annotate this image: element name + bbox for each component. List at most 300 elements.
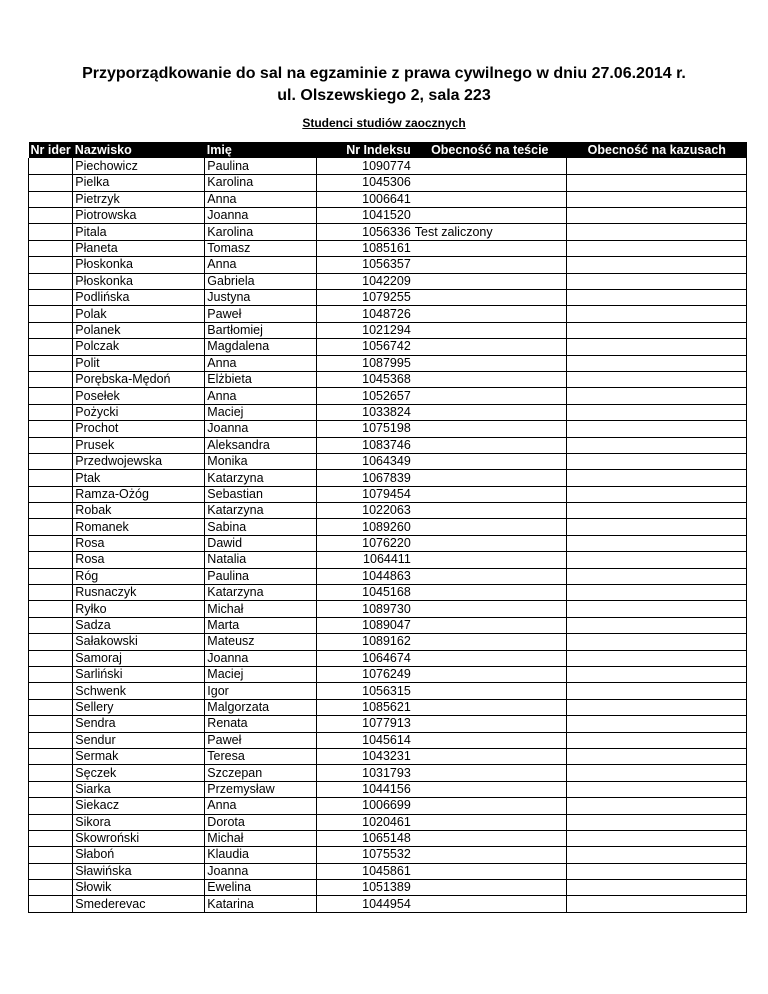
cell-test <box>413 765 567 781</box>
cell-index: 1043231 <box>317 748 413 764</box>
cell-case <box>567 765 747 781</box>
cell-index: 1020461 <box>317 814 413 830</box>
table-row <box>29 503 747 519</box>
cell-index: 1056315 <box>317 683 413 699</box>
cell-test <box>413 453 567 469</box>
cell-case <box>567 175 747 191</box>
cell-id <box>29 470 73 486</box>
cell-index: 1051389 <box>317 880 413 896</box>
cell-index: 1045614 <box>317 732 413 748</box>
table-row <box>29 404 747 420</box>
table-body <box>29 158 747 912</box>
cell-case <box>567 421 747 437</box>
cell-index: 1045306 <box>317 175 413 191</box>
cell-case <box>567 880 747 896</box>
table-row <box>29 683 747 699</box>
cell-index: 1056357 <box>317 257 413 273</box>
cell-index: 1065148 <box>317 830 413 846</box>
cell-id <box>29 634 73 650</box>
table-row <box>29 371 747 387</box>
cell-name: Renata <box>205 716 317 732</box>
cell-case <box>567 847 747 863</box>
cell-id <box>29 240 73 256</box>
cell-id <box>29 437 73 453</box>
cell-surname: Robak <box>73 503 205 519</box>
table-row <box>29 716 747 732</box>
cell-surname: Polak <box>73 306 205 322</box>
cell-case <box>567 224 747 240</box>
cell-test <box>413 617 567 633</box>
cell-test <box>413 683 567 699</box>
cell-id <box>29 732 73 748</box>
cell-case <box>567 371 747 387</box>
cell-name: Maciej <box>205 667 317 683</box>
students-table <box>28 142 747 913</box>
cell-surname: Prochot <box>73 421 205 437</box>
cell-index: 1076220 <box>317 535 413 551</box>
cell-surname: Sendur <box>73 732 205 748</box>
cell-index: 1085161 <box>317 240 413 256</box>
document-location: ul. Olszewskiego 2, sala 223 <box>277 87 491 104</box>
cell-case <box>567 437 747 453</box>
cell-test <box>413 568 567 584</box>
cell-surname: Sadza <box>73 617 205 633</box>
cell-test <box>413 814 567 830</box>
cell-index: 1064674 <box>317 650 413 666</box>
cell-name: Igor <box>205 683 317 699</box>
cell-index: 1044863 <box>317 568 413 584</box>
cell-name: Katarzyna <box>205 585 317 601</box>
table-row <box>29 158 747 174</box>
cell-id <box>29 290 73 306</box>
cell-case <box>567 716 747 732</box>
table-row <box>29 355 747 371</box>
cell-id <box>29 568 73 584</box>
cell-id <box>29 208 73 224</box>
cell-name: Joanna <box>205 208 317 224</box>
cell-id <box>29 388 73 404</box>
table-row <box>29 732 747 748</box>
cell-test <box>413 240 567 256</box>
table-row <box>29 240 747 256</box>
table-row <box>29 437 747 453</box>
table-row <box>29 814 747 830</box>
cell-name: Ewelina <box>205 880 317 896</box>
cell-index: 1041520 <box>317 208 413 224</box>
cell-surname: Samoraj <box>73 650 205 666</box>
cell-id <box>29 896 73 912</box>
header-test-attendance: Obecność na teście <box>413 142 567 158</box>
cell-case <box>567 781 747 797</box>
cell-index: 1064411 <box>317 552 413 568</box>
cell-index: 1089260 <box>317 519 413 535</box>
cell-surname: Sendra <box>73 716 205 732</box>
cell-id <box>29 371 73 387</box>
cell-test <box>413 322 567 338</box>
cell-id <box>29 683 73 699</box>
cell-surname: Słowik <box>73 880 205 896</box>
cell-test <box>413 257 567 273</box>
cell-index: 1085621 <box>317 699 413 715</box>
cell-name: Joanna <box>205 863 317 879</box>
cell-case <box>567 355 747 371</box>
table-row <box>29 765 747 781</box>
cell-id <box>29 503 73 519</box>
table-row <box>29 339 747 355</box>
cell-test <box>413 404 567 420</box>
cell-id <box>29 617 73 633</box>
cell-index: 1087995 <box>317 355 413 371</box>
cell-id <box>29 552 73 568</box>
cell-index: 1048726 <box>317 306 413 322</box>
cell-surname: Płoskonka <box>73 273 205 289</box>
cell-case <box>567 634 747 650</box>
cell-name: Paulina <box>205 568 317 584</box>
cell-case <box>567 601 747 617</box>
cell-surname: Pietrzyk <box>73 191 205 207</box>
cell-name: Anna <box>205 257 317 273</box>
cell-index: 1064349 <box>317 453 413 469</box>
cell-id <box>29 257 73 273</box>
cell-surname: Przedwojewska <box>73 453 205 469</box>
table-row <box>29 601 747 617</box>
table-row <box>29 880 747 896</box>
cell-case <box>567 486 747 502</box>
cell-id <box>29 339 73 355</box>
cell-surname: Schwenk <box>73 683 205 699</box>
cell-test <box>413 355 567 371</box>
cell-case <box>567 798 747 814</box>
cell-index: 1006641 <box>317 191 413 207</box>
cell-name: Sabina <box>205 519 317 535</box>
cell-surname: Podlińska <box>73 290 205 306</box>
cell-case <box>567 208 747 224</box>
cell-surname: Ryłko <box>73 601 205 617</box>
cell-test <box>413 208 567 224</box>
cell-name: Bartłomiej <box>205 322 317 338</box>
cell-name: Anna <box>205 388 317 404</box>
cell-test <box>413 847 567 863</box>
header-case-attendance: Obecność na kazusach <box>567 142 747 158</box>
table-header-row <box>29 142 747 158</box>
cell-surname: Pożycki <box>73 404 205 420</box>
cell-test <box>413 863 567 879</box>
cell-id <box>29 175 73 191</box>
cell-case <box>567 863 747 879</box>
cell-index: 1076249 <box>317 667 413 683</box>
table-row <box>29 388 747 404</box>
table-row <box>29 552 747 568</box>
cell-test <box>413 421 567 437</box>
cell-id <box>29 158 73 174</box>
cell-case <box>567 585 747 601</box>
document-subtitle: Studenci studiów zaocznych <box>302 116 466 130</box>
cell-name: Magdalena <box>205 339 317 355</box>
cell-surname: Płaneta <box>73 240 205 256</box>
cell-id <box>29 847 73 863</box>
table-row <box>29 568 747 584</box>
cell-test <box>413 748 567 764</box>
cell-name: Przemysław <box>205 781 317 797</box>
table-row <box>29 847 747 863</box>
cell-case <box>567 273 747 289</box>
cell-case <box>567 699 747 715</box>
cell-surname: Sławińska <box>73 863 205 879</box>
cell-index: 1044156 <box>317 781 413 797</box>
cell-name: Tomasz <box>205 240 317 256</box>
cell-case <box>567 650 747 666</box>
cell-index: 1021294 <box>317 322 413 338</box>
cell-test <box>413 191 567 207</box>
cell-surname: Sęczek <box>73 765 205 781</box>
cell-index: 1056336 <box>317 224 413 240</box>
cell-case <box>567 535 747 551</box>
cell-name: Dorota <box>205 814 317 830</box>
table-row <box>29 470 747 486</box>
table-row <box>29 667 747 683</box>
cell-surname: Skowroński <box>73 830 205 846</box>
table-row <box>29 896 747 912</box>
cell-case <box>567 896 747 912</box>
cell-name: Natalia <box>205 552 317 568</box>
cell-surname: Ptak <box>73 470 205 486</box>
cell-index: 1075532 <box>317 847 413 863</box>
cell-id <box>29 863 73 879</box>
cell-test <box>413 339 567 355</box>
table-row <box>29 290 747 306</box>
table-row <box>29 421 747 437</box>
table-row <box>29 175 747 191</box>
table-row <box>29 781 747 797</box>
cell-id <box>29 699 73 715</box>
cell-test <box>413 535 567 551</box>
cell-test <box>413 175 567 191</box>
header-name: Imię <box>205 142 317 158</box>
cell-name: Maciej <box>205 404 317 420</box>
cell-name: Michał <box>205 601 317 617</box>
cell-name: Gabriela <box>205 273 317 289</box>
cell-index: 1042209 <box>317 273 413 289</box>
cell-case <box>567 667 747 683</box>
cell-name: Justyna <box>205 290 317 306</box>
cell-name: Marta <box>205 617 317 633</box>
cell-test <box>413 716 567 732</box>
cell-id <box>29 421 73 437</box>
cell-case <box>567 617 747 633</box>
table-row <box>29 224 747 240</box>
cell-surname: Posełek <box>73 388 205 404</box>
table-row <box>29 306 747 322</box>
cell-surname: Ramza-Ożóg <box>73 486 205 502</box>
cell-surname: Piechowicz <box>73 158 205 174</box>
cell-test <box>413 585 567 601</box>
cell-id <box>29 535 73 551</box>
table-row <box>29 257 747 273</box>
cell-name: Malgorzata <box>205 699 317 715</box>
cell-test <box>413 699 567 715</box>
cell-index: 1083746 <box>317 437 413 453</box>
cell-surname: Siarka <box>73 781 205 797</box>
cell-case <box>567 339 747 355</box>
cell-test <box>413 896 567 912</box>
cell-index: 1056742 <box>317 339 413 355</box>
cell-name: Karolina <box>205 175 317 191</box>
cell-name: Paweł <box>205 732 317 748</box>
cell-id <box>29 781 73 797</box>
cell-name: Klaudia <box>205 847 317 863</box>
cell-case <box>567 158 747 174</box>
cell-name: Katarzyna <box>205 503 317 519</box>
table-row <box>29 453 747 469</box>
cell-index: 1089730 <box>317 601 413 617</box>
table-row <box>29 273 747 289</box>
cell-case <box>567 830 747 846</box>
cell-name: Dawid <box>205 535 317 551</box>
cell-case <box>567 388 747 404</box>
cell-test <box>413 486 567 502</box>
cell-index: 1044954 <box>317 896 413 912</box>
cell-case <box>567 257 747 273</box>
cell-surname: Piotrowska <box>73 208 205 224</box>
cell-id <box>29 650 73 666</box>
table-row <box>29 863 747 879</box>
cell-surname: Polit <box>73 355 205 371</box>
cell-name: Monika <box>205 453 317 469</box>
cell-case <box>567 453 747 469</box>
table-row <box>29 617 747 633</box>
cell-id <box>29 667 73 683</box>
cell-surname: Romanek <box>73 519 205 535</box>
cell-name: Teresa <box>205 748 317 764</box>
cell-surname: Sermak <box>73 748 205 764</box>
document-title: Przyporządkowanie do sal na egzaminie z prawa cywilnego w dniu 27.06.2014 r. <box>82 65 686 82</box>
table-row <box>29 208 747 224</box>
cell-name: Mateusz <box>205 634 317 650</box>
cell-id <box>29 519 73 535</box>
cell-name: Katarina <box>205 896 317 912</box>
cell-case <box>567 470 747 486</box>
cell-name: Anna <box>205 798 317 814</box>
cell-index: 1045861 <box>317 863 413 879</box>
cell-test: Test zaliczony <box>413 224 567 240</box>
cell-case <box>567 814 747 830</box>
cell-surname: Sałakowski <box>73 634 205 650</box>
cell-name: Joanna <box>205 421 317 437</box>
cell-surname: Sikora <box>73 814 205 830</box>
cell-case <box>567 290 747 306</box>
cell-name: Joanna <box>205 650 317 666</box>
cell-surname: Rosa <box>73 535 205 551</box>
cell-index: 1045368 <box>317 371 413 387</box>
cell-index: 1022063 <box>317 503 413 519</box>
cell-test <box>413 371 567 387</box>
cell-id <box>29 880 73 896</box>
cell-test <box>413 880 567 896</box>
cell-case <box>567 683 747 699</box>
cell-test <box>413 470 567 486</box>
cell-surname: Porębska-Mędoń <box>73 371 205 387</box>
cell-id <box>29 748 73 764</box>
cell-surname: Róg <box>73 568 205 584</box>
cell-case <box>567 503 747 519</box>
header-id: Nr ider <box>30 142 71 157</box>
cell-id <box>29 798 73 814</box>
cell-id <box>29 601 73 617</box>
cell-surname: Smederevac <box>73 896 205 912</box>
cell-test <box>413 732 567 748</box>
cell-test <box>413 667 567 683</box>
cell-id <box>29 830 73 846</box>
cell-test <box>413 552 567 568</box>
cell-index: 1006699 <box>317 798 413 814</box>
cell-case <box>567 552 747 568</box>
cell-case <box>567 519 747 535</box>
table-row <box>29 519 747 535</box>
table-row <box>29 535 747 551</box>
cell-test <box>413 388 567 404</box>
cell-name: Aleksandra <box>205 437 317 453</box>
cell-name: Paulina <box>205 158 317 174</box>
cell-test <box>413 437 567 453</box>
cell-surname: Pielka <box>73 175 205 191</box>
cell-id <box>29 224 73 240</box>
cell-case <box>567 732 747 748</box>
table-row <box>29 322 747 338</box>
cell-case <box>567 322 747 338</box>
cell-index: 1031793 <box>317 765 413 781</box>
cell-index: 1067839 <box>317 470 413 486</box>
cell-case <box>567 306 747 322</box>
cell-surname: Słaboń <box>73 847 205 863</box>
table-row <box>29 650 747 666</box>
table-row <box>29 830 747 846</box>
cell-index: 1079454 <box>317 486 413 502</box>
cell-test <box>413 519 567 535</box>
cell-id <box>29 814 73 830</box>
cell-id <box>29 306 73 322</box>
cell-test <box>413 273 567 289</box>
cell-surname: Rusnaczyk <box>73 585 205 601</box>
cell-test <box>413 601 567 617</box>
cell-id <box>29 716 73 732</box>
cell-id <box>29 355 73 371</box>
cell-test <box>413 158 567 174</box>
cell-name: Szczepan <box>205 765 317 781</box>
cell-surname: Prusek <box>73 437 205 453</box>
cell-index: 1077913 <box>317 716 413 732</box>
cell-id <box>29 273 73 289</box>
cell-surname: Rosa <box>73 552 205 568</box>
cell-index: 1075198 <box>317 421 413 437</box>
cell-index: 1089162 <box>317 634 413 650</box>
cell-index: 1079255 <box>317 290 413 306</box>
cell-index: 1033824 <box>317 404 413 420</box>
cell-test <box>413 830 567 846</box>
cell-test <box>413 634 567 650</box>
cell-test <box>413 306 567 322</box>
cell-id <box>29 453 73 469</box>
cell-id <box>29 765 73 781</box>
cell-surname: Sellery <box>73 699 205 715</box>
cell-name: Karolina <box>205 224 317 240</box>
cell-id <box>29 404 73 420</box>
table-row <box>29 748 747 764</box>
table-row <box>29 585 747 601</box>
table-row <box>29 634 747 650</box>
cell-id <box>29 585 73 601</box>
cell-test <box>413 781 567 797</box>
cell-surname: Polczak <box>73 339 205 355</box>
